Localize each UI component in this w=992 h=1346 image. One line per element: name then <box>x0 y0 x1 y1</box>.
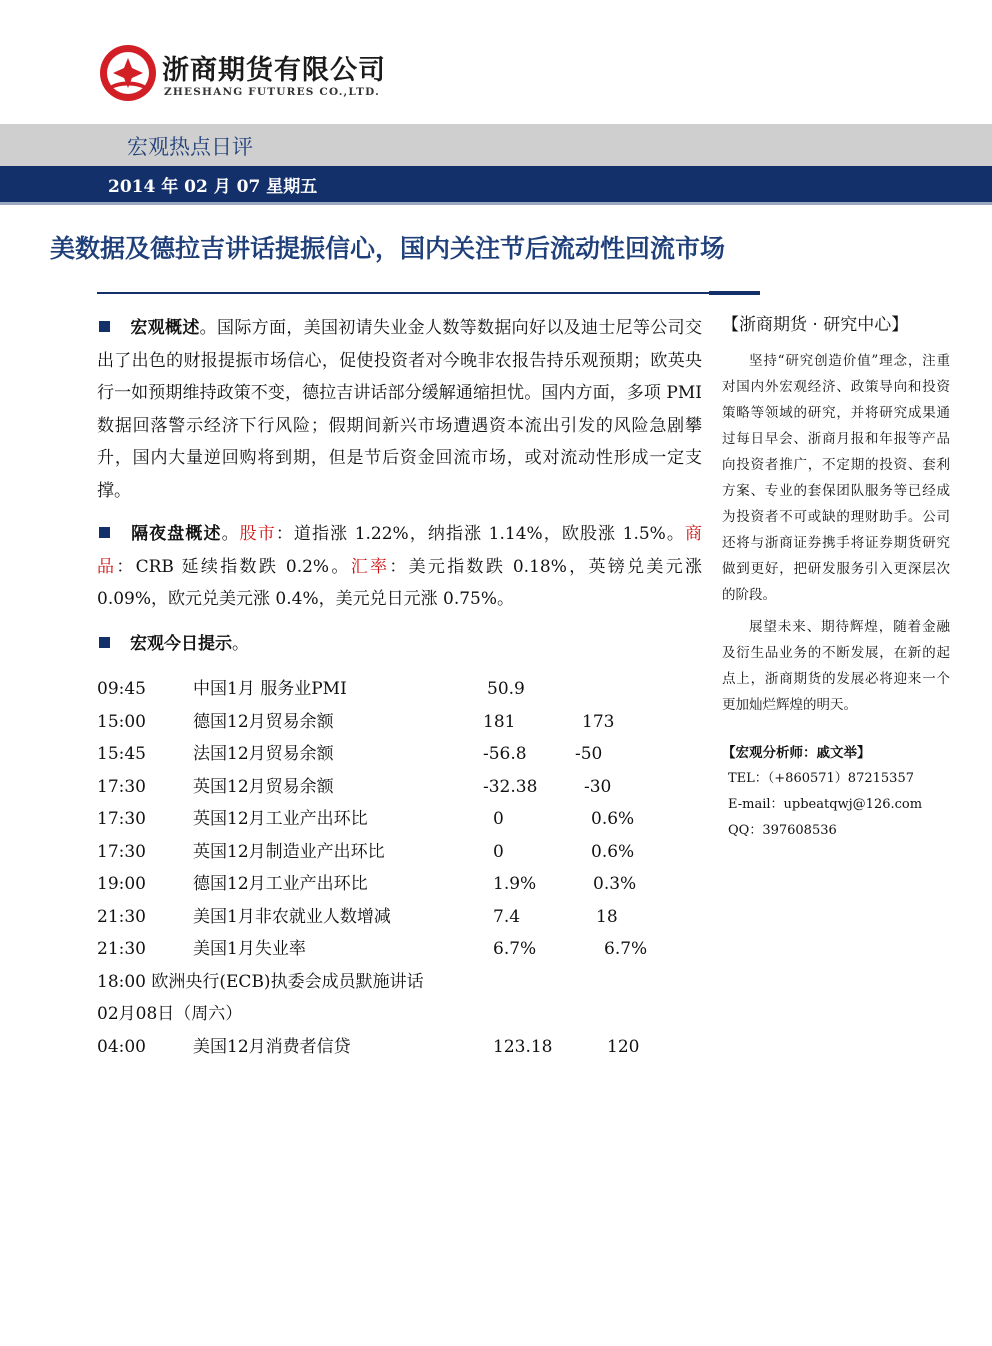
calendar-time: 21:30 <box>97 939 146 959</box>
calendar-time: 19:00 <box>97 874 146 894</box>
today-hints-heading <box>97 628 702 661</box>
sidebar <box>722 312 950 844</box>
calendar-event: 德国12月工业产出环比 <box>193 874 368 894</box>
stocks-text: ：道指涨 1.22%，纳指涨 1.14%，欧股涨 1.5%。 <box>275 524 686 544</box>
calendar-a: 0 <box>493 841 504 862</box>
overview-text: 。国际方面，美国初请失业金人数等数据向好以及迪士尼等公司交出了出色的财报提振市场信心，促使投资者对今晚非农报告持乐观预期；欧英央行一如预期维持政策不变，德拉吉讲话部分缓解通缩担忧。国内方面，多项 PMI 数据回落警示经济下行风险；假期间新兴市场遭遇资本流出引发的风险急剧攀升，国内大量逆回购将到期，但是节后资金回流市场，或对流动性形成一定支撑。 <box>97 318 703 501</box>
calendar-b: 0.3% <box>593 874 637 894</box>
calendar-time: 17:30 <box>97 776 146 797</box>
calendar-b: -50 <box>575 744 603 764</box>
overview-label: 宏观概述 <box>130 318 200 338</box>
calendar-row <box>97 836 707 869</box>
stocks-label: 股市 <box>239 524 276 544</box>
calendar-b: 120 <box>607 1036 640 1057</box>
report-date: 2014 年 02 月 07 星期五 <box>108 177 318 197</box>
calendar-a: 123.18 <box>493 1036 553 1057</box>
calendar-a: 181 <box>483 711 516 732</box>
calendar-a: -32.38 <box>483 776 538 797</box>
calendar-time: 04:00 <box>97 1036 146 1057</box>
calendar-row <box>97 868 707 901</box>
calendar-b: 18 <box>596 906 618 927</box>
sidebar-title: 【浙商期货 · 研究中心】 <box>722 315 909 335</box>
calendar-time: 17:30 <box>97 809 146 829</box>
economic-calendar <box>97 673 707 1063</box>
calendar-time: 17:30 <box>97 841 146 862</box>
calendar-note <box>97 966 707 999</box>
calendar-event: 法国12月贸易余额 <box>193 744 334 764</box>
calendar-row <box>97 933 707 966</box>
calendar-row <box>97 1031 707 1064</box>
report-type: 宏观热点日评 <box>127 135 253 159</box>
calendar-event: 美国1月失业率 <box>193 939 306 959</box>
calendar-event: 英国12月工业产出环比 <box>193 809 368 829</box>
bullet-square-icon <box>99 637 110 648</box>
divider-accent <box>709 291 760 295</box>
calendar-row <box>97 901 707 934</box>
sidebar-outlook: 展望未来、期待辉煌，随着金融及衍生品业务的不断发展，在新的起点上，浙商期货的发展必将迎来一个更加灿烂辉煌的明天。 <box>722 619 950 713</box>
calendar-event: 美国12月消费者信贷 <box>193 1036 351 1057</box>
calendar-a: 7.4 <box>493 906 521 927</box>
calendar-a: 50.9 <box>487 679 525 699</box>
calendar-time: 18:00 欧洲央行(ECB)执委会成员默施讲话 <box>97 971 424 992</box>
company-logo-icon <box>99 44 157 102</box>
calendar-a: -56.8 <box>483 744 527 764</box>
bullet-square-icon <box>99 527 110 538</box>
calendar-b: 6.7% <box>604 939 648 959</box>
calendar-a: 0 <box>493 809 504 829</box>
today-sep: 。 <box>232 634 249 654</box>
calendar-row <box>97 673 707 706</box>
calendar-row <box>97 771 707 804</box>
calendar-a: 1.9% <box>493 874 537 894</box>
calendar-b: 173 <box>582 711 615 732</box>
calendar-event: 中国1月 服务业PMI <box>193 679 347 699</box>
analyst-tel: TEL：（+860571）87215357 <box>728 771 914 786</box>
commodities-label: 商品 <box>97 524 703 577</box>
calendar-event: 英国12月制造业产出环比 <box>193 841 385 862</box>
calendar-b: 0.6% <box>591 841 635 862</box>
fx-label: 汇率 <box>350 556 390 577</box>
headline: 美数据及德拉吉讲话提振信心，国内关注节后流动性回流市场 <box>50 234 726 263</box>
divider <box>97 292 709 294</box>
calendar-row <box>97 706 707 739</box>
macro-overview <box>97 312 702 507</box>
calendar-day2-heading <box>97 998 707 1031</box>
commodities-text: ：CRB 延续指数跌 0.2%。 <box>116 556 351 577</box>
sidebar-intro: 坚持“研究创造价值”理念，注重对国内外宏观经济、政策导向和投资策略等领域的研究，并将研究成果通过每日早会、浙商月报和年报等产品向投资者推广，不定期的投资、套利方案、专业的套保团队服务等已经成为投资者不可或缺的理财助手。公司还将与浙商证券携手将证券期货研究做到更好，把研发服务引入更深层次的阶段。 <box>722 353 950 603</box>
calendar-time: 02月08日（周六） <box>97 1004 243 1024</box>
calendar-b: -30 <box>584 776 612 797</box>
analyst-name: 【宏观分析师：戚文举】 <box>722 745 871 761</box>
calendar-event: 英国12月贸易余额 <box>193 776 334 797</box>
calendar-event: 美国1月非农就业人数增减 <box>193 906 391 927</box>
calendar-event: 德国12月贸易余额 <box>193 711 334 732</box>
fx-text: ：美元指数跌 0.18%，英镑兑美元涨 0.09%，欧元兑美元涨 0.4%，美元兑日元涨 0.75%。 <box>97 556 703 609</box>
overnight-sep: 。 <box>221 524 240 544</box>
calendar-a: 6.7% <box>493 939 537 959</box>
analyst-qq: QQ：397608536 <box>728 823 837 838</box>
calendar-time: 15:00 <box>97 711 146 732</box>
calendar-row <box>97 738 707 771</box>
today-label: 宏观今日提示 <box>130 634 232 654</box>
calendar-time: 21:30 <box>97 906 146 927</box>
analyst-email[interactable]: E-mail：upbeatqwj@126.com <box>728 797 923 812</box>
calendar-time: 09:45 <box>97 679 146 699</box>
calendar-row <box>97 803 707 836</box>
calendar-b: 0.6% <box>591 809 635 829</box>
company-name-cn: 浙商期货有限公司 <box>162 55 386 86</box>
company-name-en: ZHESHANG FUTURES CO.,LTD. <box>164 86 380 98</box>
overnight-overview <box>97 518 702 616</box>
calendar-time: 15:45 <box>97 744 146 764</box>
overnight-label: 隔夜盘概述 <box>130 524 222 544</box>
bullet-square-icon <box>99 321 110 332</box>
